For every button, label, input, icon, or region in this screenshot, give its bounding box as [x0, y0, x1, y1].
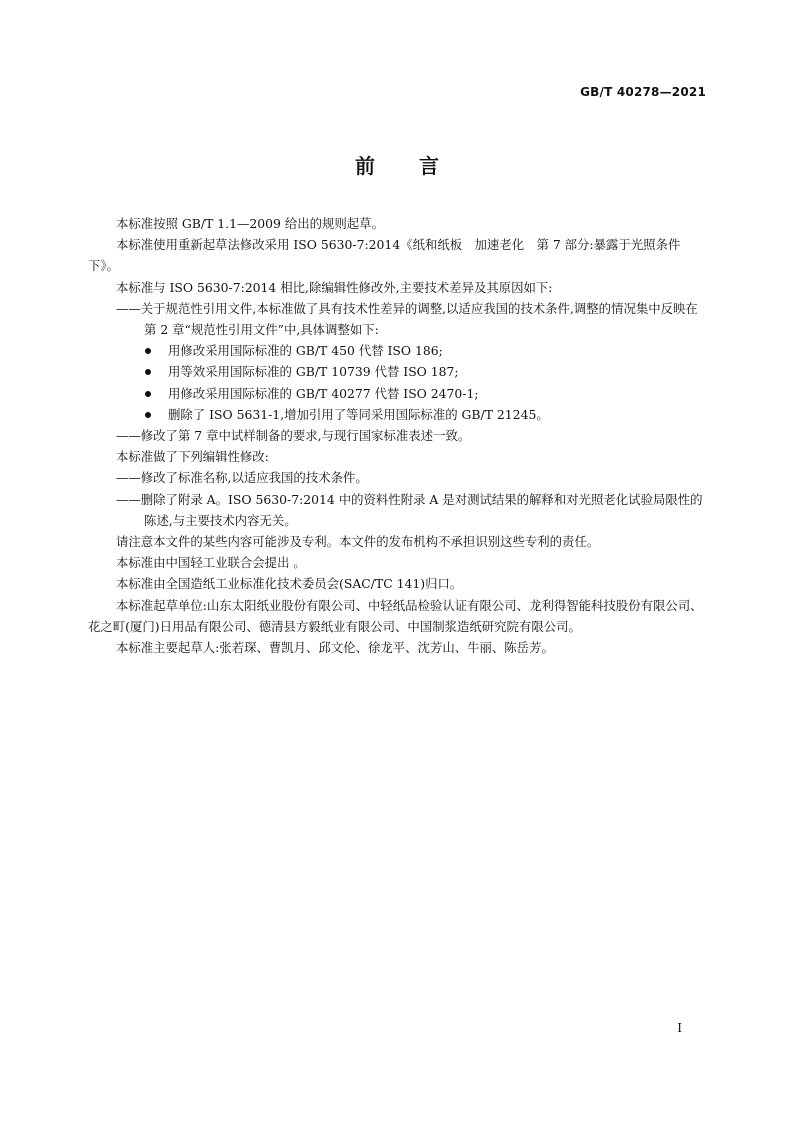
bullet-dot-icon	[145, 348, 151, 354]
paragraph: 本标准起草单位:山东太阳纸业股份有限公司、中轻纸品检验认证有限公司、龙利得智能科技股份有限公司、花之町(厦门)日用品有限公司、德清县方毅纸业有限公司、中国制浆造纸研究院有限公司。	[88, 597, 703, 634]
dash-item: ——修改了标准名称,以适应我国的技术条件。	[116, 470, 368, 486]
dash-item: ——删除了附录 A。ISO 5630-7:2014 中的资料性附录 A 是对测试结果的解释和对光照老化试验局限性的陈述,与主要技术内容无关。	[116, 491, 703, 528]
bullet-text: 用修改采用国际标准的 GB/T 40277 代替 ISO 2470-1;	[168, 385, 479, 401]
bullet-item	[88, 404, 706, 425]
bullet-dot-icon	[145, 391, 151, 397]
bullet-item	[88, 383, 706, 404]
bullet-text: 用修改采用国际标准的 GB/T 450 代替 ISO 186;	[168, 343, 443, 359]
dash-item: ——关于规范性引用文件,本标准做了具有技术性差异的调整,以适应我国的技术条件,调整的情况集中反映在第 2 章“规范性引用文件”中,具体调整如下:	[116, 300, 698, 338]
paragraph: 本标准由中国轻工业联合会提出 。	[116, 555, 306, 571]
paragraph: 本标准使用重新起草法修改采用 ISO 5630-7:2014《纸和纸板 加速老化 第 7 部分:暴露于光照条件下》。	[88, 237, 681, 274]
bullet-dot-icon	[145, 369, 151, 375]
page-title	[0, 150, 794, 179]
title-char-1: 前	[355, 154, 375, 178]
paragraph: 本标准主要起草人:张若琛、曹凯月、邱文伦、徐龙平、沈芳山、牛丽、陈岳芳。	[116, 640, 554, 656]
title-char-2: 言	[419, 154, 439, 178]
paragraph: 本标准由全国造纸工业标准化技术委员会(SAC/TC 141)归口。	[116, 576, 463, 592]
standard-code: GB/T 40278—2021	[580, 85, 706, 99]
bullet-text: 用等效采用国际标准的 GB/T 10739 代替 ISO 187;	[168, 364, 459, 380]
bullet-dot-icon	[145, 412, 151, 418]
bullet-item	[88, 361, 706, 382]
paragraph: 本标准按照 GB/T 1.1—2009 给出的规则起草。	[116, 216, 384, 231]
page-number: I	[677, 1021, 682, 1035]
bullet-item	[88, 340, 706, 361]
body-text	[88, 213, 706, 658]
paragraph: 本标准做了下列编辑性修改:	[116, 449, 269, 465]
paragraph: 请注意本文件的某些内容可能涉及专利。本文件的发布机构不承担识别这些专利的责任。	[116, 534, 600, 550]
paragraph: 本标准与 ISO 5630-7:2014 相比,除编辑性修改外,主要技术差异及其原因如下:	[116, 279, 553, 295]
bullet-text: 删除了 ISO 5631-1,增加引用了等同采用国际标准的 GB/T 21245。	[168, 406, 549, 422]
dash-item: ——修改了第 7 章中试样制备的要求,与现行国家标准表述一致。	[116, 428, 471, 444]
